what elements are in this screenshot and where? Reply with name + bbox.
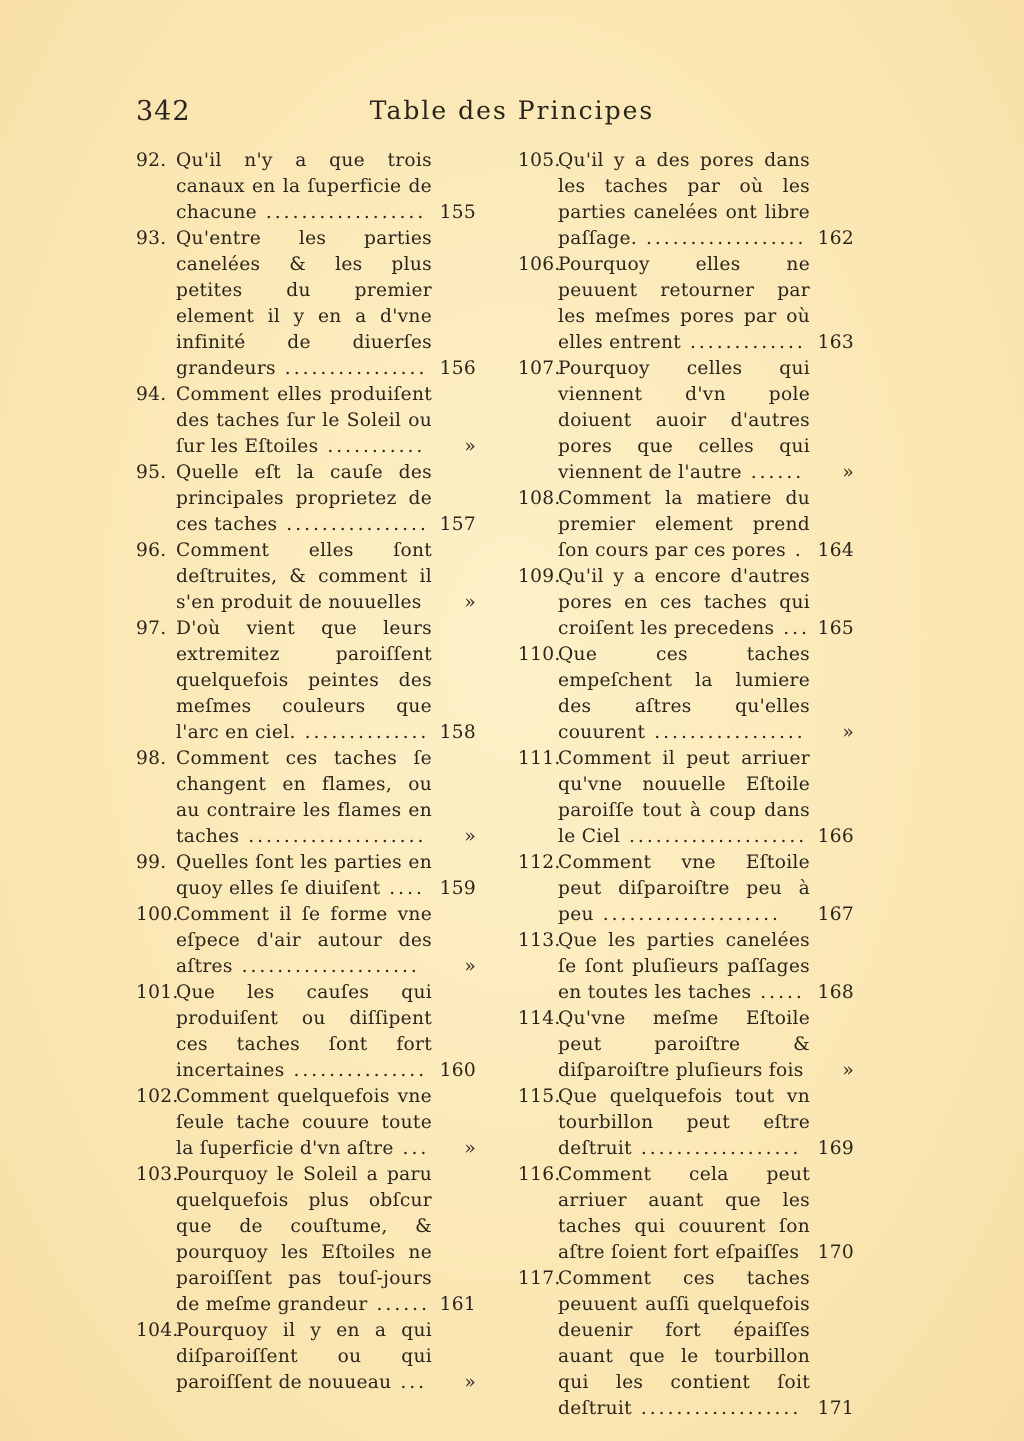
toc-entry-number: 115. [518, 1086, 561, 1107]
toc-page-number: » [842, 1060, 854, 1081]
toc-page-number: » [464, 826, 476, 847]
dot-leader: ................ [275, 358, 428, 379]
toc-entry [136, 148, 476, 226]
toc-entry-title: Quelles ſont les parties en quoy elles ſe diuiſent .... [176, 852, 432, 899]
toc-entry [136, 902, 476, 980]
toc-entry-title: Comment ces taches ſe changent en flames, ou au contraire les flames en taches .................... [176, 748, 432, 847]
toc-entry [518, 1084, 854, 1162]
toc-entry-title: Qu'vne meſme Eſtoile peut paroiſtre & diſparoiſtre pluſieurs fois [558, 1008, 810, 1081]
toc-page-number: 156 [439, 358, 476, 379]
toc-entry-title: Qu'il y a encore d'autres pores en ces taches qui croiſent les precedens ... [558, 566, 810, 639]
dot-leader: .............. [295, 722, 430, 743]
toc-entry-title: Que les cauſes qui produiſent ou diſſipent ces taches ſont fort incertaines ............... [176, 982, 432, 1081]
toc-entry-number: 95. [136, 462, 167, 483]
toc-page-number: 166 [817, 826, 854, 847]
toc-page-number: » [842, 722, 854, 743]
toc-page-number: » [464, 956, 476, 977]
toc-entry-title: Comment ces taches peuuent auſſi quelquefois deuenir fort épaiſſes auant que le tourbillon qui les contient ſoit deſtruit .................. [558, 1268, 810, 1419]
toc-entry [136, 980, 476, 1084]
toc-entry-number: 109. [518, 566, 561, 587]
dot-leader: .................. [256, 202, 427, 223]
toc-page-number: 168 [817, 982, 854, 1003]
toc-entry-title: Qu'entre les parties canelées & les plus petites du premier element il y en a d'vne infinité de diuerſes grandeurs ................ [176, 228, 432, 379]
toc-entry-title: Quelle eſt la cauſe des principales proprietez de ces taches ................ [176, 462, 432, 535]
toc-entry-number: 94. [136, 384, 167, 405]
dot-leader: .................... [620, 826, 808, 847]
toc-page-number: 165 [817, 618, 854, 639]
dot-leader: ............. [681, 332, 806, 353]
toc-entry-number: 105. [518, 150, 561, 171]
toc-entry-number: 116. [518, 1164, 561, 1185]
toc-entry-title: Comment la matiere du premier element prend ſon cours par ces pores . [558, 488, 810, 561]
toc-entry-number: 96. [136, 540, 167, 561]
toc-entry-title: Que quelquefois tout vn tourbillon peut eſtre deſtruit .................. [558, 1086, 810, 1159]
toc-entry-number: 114. [518, 1008, 561, 1029]
toc-entry [136, 460, 476, 538]
dot-leader: .................... [239, 826, 427, 847]
toc-page-number: 164 [817, 540, 854, 561]
toc-entry [518, 642, 854, 746]
toc-entry-title: Qu'il y a des pores dans les taches par où les parties canelées ont libre paſſage. .................. [558, 150, 810, 249]
dot-leader: ..... [751, 982, 805, 1003]
dot-leader: ................ [277, 514, 429, 535]
dot-leader: ...... [367, 1294, 430, 1315]
toc-entry [136, 616, 476, 746]
toc-entry-title: Comment il peut arriuer qu'vne nouuelle Eſtoile paroiſſe tout à coup dans le Ciel .................... [558, 748, 810, 847]
toc-page-number: 158 [439, 722, 476, 743]
toc-entry-number: 103. [136, 1164, 179, 1185]
toc-entry-number: 113. [518, 930, 561, 951]
toc-entry-title: Pourquoy il y en a qui diſparoiſſent ou qui paroiſſent de nouueau ... [176, 1320, 432, 1393]
toc-entry [518, 486, 854, 564]
toc-entry-title: Comment elles ſont deſtruites, & comment il s'en produit de nouuelles [176, 540, 432, 613]
dot-leader: ... [774, 618, 810, 639]
toc-page-number: 170 [817, 1242, 854, 1263]
toc-entry-number: 92. [136, 150, 167, 171]
toc-entry-number: 104. [136, 1320, 179, 1341]
toc-entry-number: 107. [518, 358, 561, 379]
toc-entry-title: Comment elles produiſent des taches ſur le Soleil ou ſur les Eſtoiles ........... [176, 384, 432, 457]
toc-entry [518, 356, 854, 486]
toc-page-number: » [464, 1372, 476, 1393]
toc-entry-number: 102. [136, 1086, 179, 1107]
dot-leader: ... [393, 1138, 430, 1159]
dot-leader: ................. [645, 722, 806, 743]
toc-entry [136, 1162, 476, 1318]
toc-entry [518, 1162, 854, 1266]
toc-entry-number: 117. [518, 1268, 561, 1289]
toc-entry [136, 382, 476, 460]
toc-entry-title: Pourquoy le Soleil a paru quelquefois plus obſcur que de couſtume, & pourquoy les Eſtoiles ne paroiſſent pas touſ-jours de meſme grandeur ...... [176, 1164, 432, 1315]
toc-entry-title: Que les parties canelées ſe ſont pluſieurs paſſages en toutes les taches ..... [558, 930, 810, 1003]
dot-leader: .................. [631, 1398, 802, 1419]
dot-leader: ...... [741, 462, 805, 483]
toc-entry-number: 108. [518, 488, 561, 509]
toc-entry-number: 106. [518, 254, 561, 275]
toc-page-number: 169 [817, 1138, 854, 1159]
toc-right-column [518, 148, 854, 1422]
dot-leader: .................... [593, 904, 781, 925]
toc-entry [518, 148, 854, 252]
toc-page-number: » [464, 1138, 476, 1159]
toc-entry [518, 564, 854, 642]
toc-page-number: » [464, 592, 476, 613]
toc-entry-title: Pourquoy elles ne peuuent retourner par les meſmes pores par où elles entrent ............. [558, 254, 810, 353]
toc-entry-title: Qu'il n'y a que trois canaux en la ſuperficie de chacune .................. [176, 150, 432, 223]
dot-leader: .................... [232, 956, 420, 977]
dot-leader: .................. [631, 1138, 802, 1159]
toc-entry-number: 111. [518, 748, 561, 769]
toc-page-number: 163 [817, 332, 854, 353]
toc-entry [136, 226, 476, 382]
toc-page-number: 167 [817, 904, 854, 925]
toc-page-number: 160 [439, 1060, 476, 1081]
toc-entry-title: Comment il ſe forme vne eſpece d'air autour des aſtres .................... [176, 904, 432, 977]
toc-entry [518, 746, 854, 850]
toc-entry-number: 93. [136, 228, 167, 249]
dot-leader: .................. [637, 228, 807, 249]
toc-entry-title: Pourquoy celles qui viennent d'vn pole doiuent auoir d'autres pores que celles qui viennent de l'autre ...... [558, 358, 810, 483]
toc-entry-number: 101. [136, 982, 179, 1003]
running-head [0, 96, 1024, 125]
toc-entry [136, 1318, 476, 1396]
dot-leader: ... [391, 1372, 428, 1393]
toc-entry-number: 100. [136, 904, 179, 925]
toc-page-number: » [842, 462, 854, 483]
dot-leader: . [785, 540, 804, 561]
toc-left-column [136, 148, 476, 1396]
toc-entry-title: Que ces taches empeſchent la lumiere des aſtres qu'elles couurent ................. [558, 644, 810, 743]
running-head-title: Table des Principes [369, 96, 655, 125]
toc-entry-number: 97. [136, 618, 167, 639]
toc-entry [136, 850, 476, 902]
toc-page-number: 171 [817, 1398, 854, 1419]
toc-entry [518, 1266, 854, 1422]
toc-page-number: 159 [439, 878, 476, 899]
toc-entry-title: D'où vient que leurs extremitez paroiſſent quelquefois peintes des meſmes couleurs que l'arc en ciel. .............. [176, 618, 432, 743]
toc-entry-title: Comment cela peut arriuer auant que les taches qui couurent ſon aſtre ſoient fort eſpaiſſes [558, 1164, 810, 1263]
page-number: 342 [136, 96, 191, 127]
dot-leader: ........... [318, 436, 426, 457]
toc-entry-title: Comment vne Eſtoile peut diſparoiſtre peu à peu .................... [558, 852, 810, 925]
toc-entry [518, 928, 854, 1006]
toc-page-number: 157 [439, 514, 476, 535]
toc-entry [518, 850, 854, 928]
dot-leader: ............... [284, 1060, 428, 1081]
toc-page-number: » [464, 436, 476, 457]
dot-leader: .... [380, 878, 425, 899]
toc-entry-number: 99. [136, 852, 167, 873]
toc-page-number: 162 [817, 228, 854, 249]
toc-page-number: 161 [439, 1294, 476, 1315]
toc-entry [518, 1006, 854, 1084]
toc-entry [136, 746, 476, 850]
toc-entry-number: 112. [518, 852, 561, 873]
toc-entry-number: 110. [518, 644, 561, 665]
toc-entry [136, 538, 476, 616]
toc-page-number: 155 [439, 202, 476, 223]
toc-entry [518, 252, 854, 356]
toc-entry [136, 1084, 476, 1162]
toc-entry-title: Comment quelquefois vne ſeule tache couure toute la ſuperficie d'vn aſtre ... [176, 1086, 432, 1159]
toc-entry-number: 98. [136, 748, 167, 769]
